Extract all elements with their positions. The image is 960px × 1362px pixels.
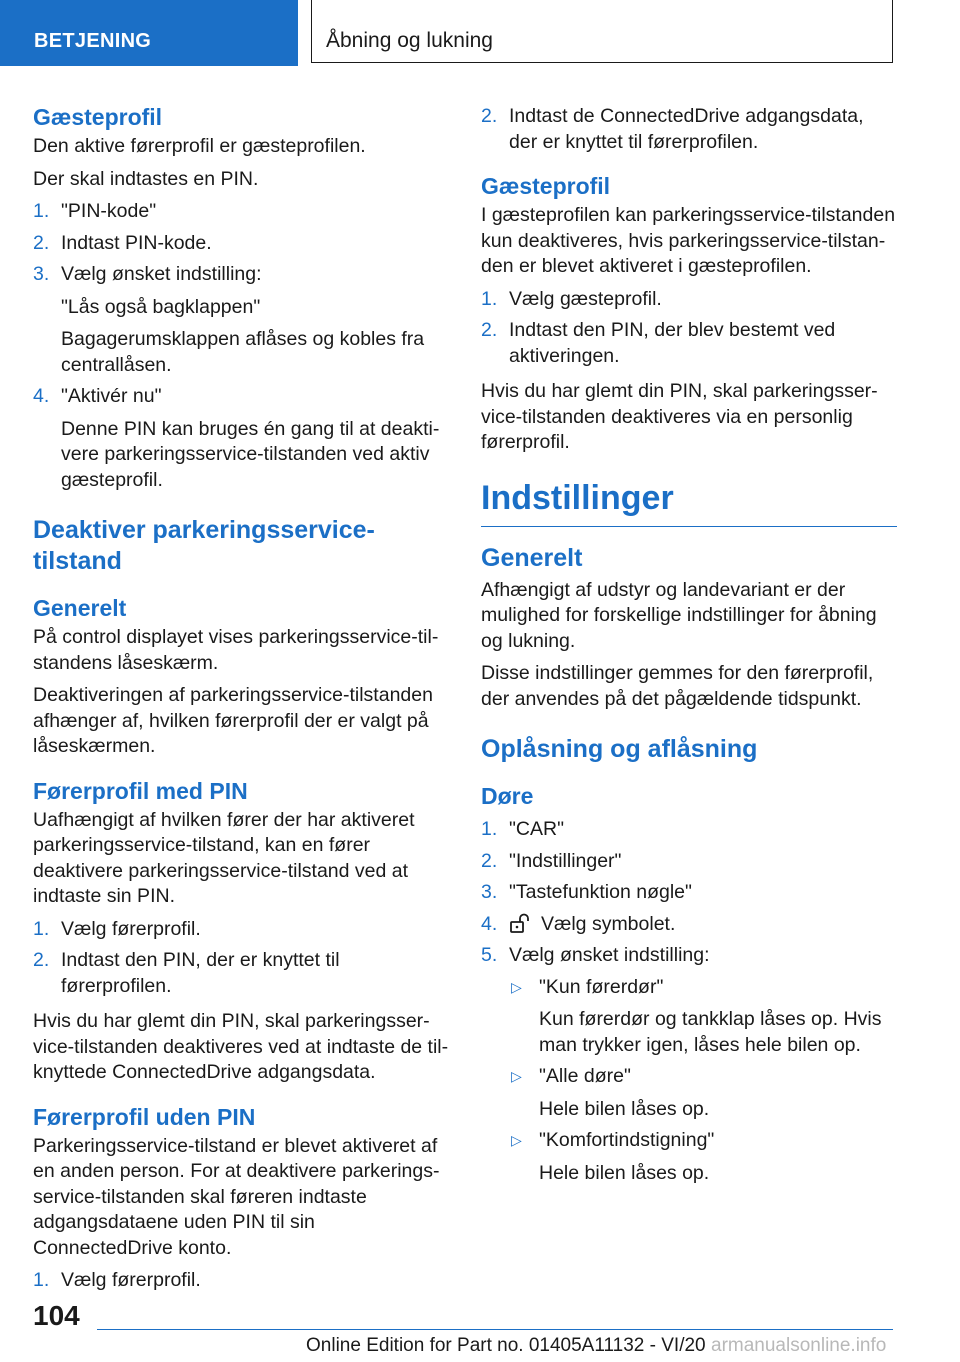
list-item: [481, 943, 897, 1186]
option-description: Hele bilen låses op.: [539, 1097, 710, 1120]
triangle-right-icon: ▷: [511, 978, 522, 995]
step-option: "Lås også bagklappen": [61, 295, 261, 318]
list-item: [481, 880, 897, 906]
steps-with-pin: [33, 917, 453, 1000]
list-item: [509, 1128, 897, 1186]
heading-deactivate-parking-service: Deaktiver parkeringsservice-tilstand: [33, 516, 375, 575]
step-number: 2.: [481, 319, 498, 341]
list-item: [33, 262, 453, 378]
footer-divider: [97, 1329, 893, 1330]
step-number: 4.: [33, 385, 50, 407]
paragraph: På control displayet vises parkeringsservice-tilstandens låseskærm.: [33, 626, 439, 674]
list-item: [481, 817, 897, 843]
step-text: Vælg ønsket indstilling:: [61, 263, 262, 285]
paragraph: Hvis du har glemt din PIN, skal parkeringsservice-tilstanden deaktiveres via en personlig førerprofil.: [481, 380, 878, 453]
steps-continued: [481, 104, 897, 155]
step-text: "CAR": [509, 818, 565, 840]
list-item: [481, 849, 897, 875]
heading-unlocking-and-locking: Oplåsning og aflåsning: [481, 735, 758, 763]
triangle-right-icon: ▷: [511, 1132, 522, 1148]
step-text: "Indstillinger": [509, 849, 622, 872]
paragraph: Parkeringsservice-tilstand er blevet aktiveret af en anden person. For at deaktivere parkeringsservice-tilstanden skal føreren indtaste adgangsdataene uden PIN til sin ConnectedDrive konto.: [33, 1134, 440, 1259]
step-text: Indtast de ConnectedDrive adgangsdata, der er knyttet til førerprofilen.: [509, 105, 864, 153]
heading-doors: Døre: [481, 783, 534, 809]
list-item: [33, 1268, 453, 1294]
steps-guest-profile-deactivate: [481, 287, 897, 370]
list-item: [509, 975, 897, 1059]
step-text: Vælg førerprofil.: [61, 917, 201, 940]
list-item: [481, 318, 897, 369]
unlocked-padlock-icon: [509, 913, 533, 933]
step-text: Vælg førerprofil.: [61, 1269, 201, 1291]
step-description: Bagagerumsklappen aflåses og kobles fra centrallåsen.: [61, 328, 425, 376]
heading-driver-profile-without-pin: Førerprofil uden PIN: [33, 1103, 256, 1130]
edition-text: Online Edition for Part no. 01405A11132 - VI/20: [306, 1335, 706, 1356]
page-number: 104: [33, 1300, 80, 1331]
list-item: [33, 948, 453, 999]
watermark: armanualsonline.info: [711, 1335, 887, 1356]
step-number: 3.: [33, 263, 50, 285]
heading-settings: Indstillinger: [481, 478, 897, 527]
page-header: [0, 0, 960, 66]
step-number: 2.: [33, 949, 50, 971]
option-description: Kun førerdør og tankklap låses op. Hvis man trykker igen, låses hele bilen op.: [539, 1008, 882, 1056]
heading-general: Generelt: [33, 595, 127, 621]
paragraph: Afhængigt af udstyr og landevariant er der mulighed for forskellige indstillinger for åbning og lukning.: [481, 578, 877, 652]
step-text: Vælg ønsket indstilling:: [509, 944, 710, 966]
step-text: Indtast den PIN, der blev bestemt ved aktiveringen.: [509, 319, 836, 367]
step-number: 2.: [481, 105, 498, 127]
heading-guest-profile: Gæsteprofil: [33, 104, 163, 130]
option-label: "Kun førerdør": [539, 975, 664, 998]
step-text: Indtast den PIN, der er knyttet til førerprofilen.: [61, 949, 340, 997]
heading-general: Generelt: [481, 543, 583, 572]
step-number: 1.: [33, 200, 50, 222]
list-item: [33, 384, 453, 493]
steps-doors: [481, 817, 897, 1186]
door-options: [509, 975, 897, 1187]
step-text: "Tastefunktion nøgle": [509, 881, 692, 903]
paragraph: Deaktiveringen af parkeringsservice-tilstanden afhænger af, hvilken førerprofil der er valgt på låseskærmen.: [33, 684, 433, 757]
heading-guest-profile: Gæsteprofil: [481, 173, 611, 199]
step-number: 5.: [481, 944, 498, 966]
paragraph: I gæsteprofilen kan parkeringsservice-tilstanden kun deaktiveres, hvis parkeringsservice-tilstanden er blevet aktiveret i gæsteprofilen.: [481, 204, 896, 277]
list-item: [33, 199, 453, 225]
paragraph: Der skal indtastes en PIN.: [33, 167, 259, 190]
list-item: [509, 1064, 897, 1122]
step-text: "Aktivér nu": [61, 385, 162, 407]
paragraph: Uafhængigt af hvilken fører der har aktiveret parkeringsservice-tilstand, kan en fører deaktivere parkeringsservice-tilstand ved at indtaste sin PIN.: [33, 808, 415, 907]
option-label: "Komfortindstigning": [539, 1129, 715, 1151]
paragraph: Den aktive førerprofil er gæsteprofilen.: [33, 135, 366, 157]
step-description: Denne PIN kan bruges én gang til at deaktivere parkeringsservice-tilstanden ved aktiv gæsteprofil.: [61, 417, 440, 491]
step-number: 3.: [481, 881, 498, 903]
paragraph: Disse indstillinger gemmes for den førerprofil, der anvendes på det pågældende tidspunkt.: [481, 662, 874, 710]
list-item: [481, 104, 897, 155]
steps-guest-profile: [33, 199, 453, 493]
step-number: 2.: [33, 231, 50, 254]
step-text: Vælg symbolet.: [541, 912, 676, 935]
step-number: 2.: [481, 849, 498, 872]
steps-without-pin: [33, 1268, 453, 1294]
step-text: Indtast PIN-kode.: [61, 231, 212, 254]
list-item: [481, 287, 897, 313]
list-item: [33, 917, 453, 943]
step-text: Vælg gæsteprofil.: [509, 287, 662, 310]
paragraph: Hvis du har glemt din PIN, skal parkeringsservice-tilstanden deaktiveres ved at indtaste de tilknyttede ConnectedDrive adgangsdata.: [33, 1010, 449, 1083]
chapter-box: [311, 0, 893, 63]
left-column: [33, 100, 453, 1304]
triangle-right-icon: ▷: [511, 1068, 522, 1084]
list-item: [33, 231, 453, 257]
step-number: 4.: [481, 912, 498, 935]
right-column: [481, 100, 897, 1196]
step-text: "PIN-kode": [61, 200, 157, 222]
section-label: BETJENING: [34, 30, 152, 52]
option-description: Hele bilen låses op.: [539, 1161, 710, 1184]
heading-driver-profile-with-pin: Førerprofil med PIN: [33, 777, 248, 804]
step-number: 1.: [33, 917, 50, 940]
option-label: "Alle døre": [539, 1065, 631, 1087]
chapter-title: Åbning og lukning: [326, 29, 493, 52]
step-number: 1.: [481, 818, 498, 840]
step-number: 1.: [33, 1269, 50, 1291]
list-item: [481, 912, 897, 938]
step-number: 1.: [481, 287, 498, 310]
section-tab: [0, 0, 298, 66]
